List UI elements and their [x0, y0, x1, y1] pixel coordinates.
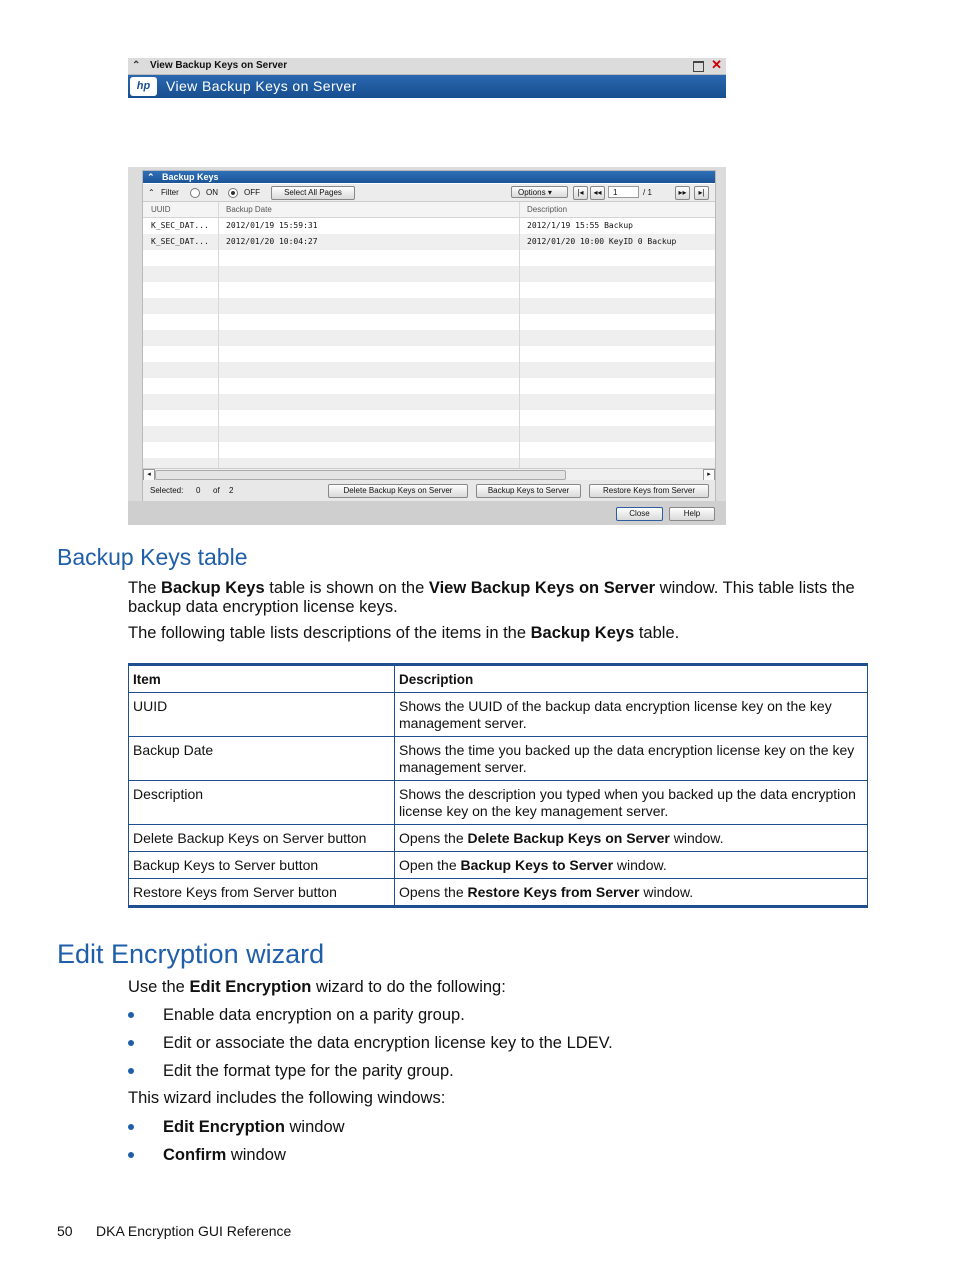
- table-row[interactable]: [143, 346, 715, 362]
- table-row: [129, 879, 868, 907]
- bold-text: View Backup Keys on Server: [428, 579, 656, 597]
- description-table: [128, 663, 868, 908]
- section-heading-backup-keys-table: Backup Keys table: [57, 544, 248, 570]
- text: Opens the: [399, 884, 468, 900]
- window-header-title: View Backup Keys on Server: [166, 78, 357, 94]
- bullet-icon: [128, 1040, 134, 1046]
- column-header-uuid[interactable]: UUID: [151, 205, 171, 214]
- bold-text: Backup Keys: [161, 579, 265, 597]
- text: table.: [634, 624, 680, 642]
- table-row: [129, 693, 868, 737]
- options-dropdown[interactable]: [511, 186, 568, 198]
- cell-uuid: K_SEC_DAT...: [151, 221, 209, 230]
- cell-description: 2012/01/20 10:00 KeyID 0 Backup: [527, 237, 677, 246]
- help-button[interactable]: Help: [669, 507, 715, 521]
- backup-keys-table-frame: [142, 170, 716, 502]
- table-row[interactable]: [143, 442, 715, 458]
- text: Shows the time you backed up the data encryption license key on the key: [399, 742, 855, 758]
- table-row[interactable]: [143, 394, 715, 410]
- window-header: [128, 75, 726, 98]
- horizontal-scrollbar[interactable]: [143, 468, 715, 480]
- table-row[interactable]: [143, 426, 715, 442]
- select-all-pages-button[interactable]: Select All Pages: [271, 186, 355, 200]
- table-row[interactable]: [143, 282, 715, 298]
- table-header-row: [129, 665, 868, 693]
- table-row[interactable]: [143, 266, 715, 282]
- filter-label: Filter: [161, 188, 179, 197]
- column-header-item: Item: [129, 665, 395, 693]
- text: Use the: [128, 978, 190, 996]
- filter-off-radio[interactable]: [228, 188, 238, 198]
- paragraph-wizard-intro: [128, 978, 506, 997]
- page-footer-title: DKA Encryption GUI Reference: [96, 1223, 292, 1239]
- text: window: [284, 1118, 345, 1136]
- text: window: [226, 1146, 286, 1164]
- table-row[interactable]: [143, 298, 715, 314]
- text: window.: [639, 884, 694, 900]
- item-cell: Backup Keys to Server button: [129, 852, 395, 879]
- scrollbar-thumb[interactable]: [155, 470, 566, 480]
- total-count: 2: [229, 486, 234, 495]
- bullet-icon: [128, 1068, 134, 1074]
- item-cell: Backup Date: [129, 737, 395, 781]
- column-divider: [519, 202, 520, 468]
- table-row: [129, 852, 868, 879]
- selected-label: Selected:: [150, 486, 184, 495]
- text: Shows the UUID of the backup data encryption license key on the key: [399, 698, 832, 714]
- cell-uuid: K_SEC_DAT...: [151, 237, 209, 246]
- chevron-down-icon: ▾: [547, 188, 552, 197]
- paragraph-windows-intro: This wizard includes the following windows:: [128, 1089, 446, 1107]
- text: backup data encryption license keys.: [128, 598, 398, 616]
- paragraph-table-intro: [128, 624, 679, 643]
- text: Opens the: [399, 830, 468, 846]
- column-header-description: Description: [395, 665, 868, 693]
- first-page-button[interactable]: |◂: [573, 186, 588, 200]
- bold-text: Edit Encryption: [163, 1118, 285, 1136]
- table-row[interactable]: [143, 362, 715, 378]
- close-button[interactable]: Close: [616, 507, 663, 521]
- cell-backup-date: 2012/01/19 15:59:31: [226, 221, 318, 230]
- list-item-text: Edit or associate the data encryption license key to the LDEV.: [163, 1034, 613, 1052]
- close-icon[interactable]: ✕: [711, 57, 722, 72]
- description-cell: [395, 693, 868, 737]
- list-item-text: Enable data encryption on a parity group.: [163, 1006, 465, 1024]
- bold-text: Restore Keys from Server: [467, 884, 640, 900]
- table-row: [129, 825, 868, 852]
- text: window.: [613, 857, 667, 873]
- table-row[interactable]: [143, 330, 715, 346]
- page-number: 50: [57, 1223, 73, 1239]
- filter-on-label: ON: [206, 188, 218, 197]
- list-item-text: [163, 1118, 345, 1137]
- description-cell: [395, 825, 868, 852]
- description-cell: [395, 852, 868, 879]
- grid-header-row: [143, 202, 715, 218]
- column-header-backup-date[interactable]: Backup Date: [226, 205, 272, 214]
- item-cell: Delete Backup Keys on Server button: [129, 825, 395, 852]
- text: Open the: [399, 857, 461, 873]
- page-total: / 1: [643, 188, 652, 197]
- text: table is shown on the: [264, 579, 429, 597]
- text: license key on the key management server.: [399, 803, 669, 819]
- table-row[interactable]: [143, 314, 715, 330]
- of-label: of: [213, 486, 220, 495]
- status-bar: [143, 480, 715, 501]
- window-footer: [128, 501, 726, 525]
- filter-off-label: OFF: [244, 188, 260, 197]
- filter-on-radio[interactable]: [190, 188, 200, 198]
- item-cell: UUID: [129, 693, 395, 737]
- text: Shows the description you typed when you backed up the data encryption: [399, 786, 856, 802]
- bold-text: Backup Keys to Server: [460, 857, 614, 873]
- text: The following table lists descriptions of the items in the: [128, 624, 531, 642]
- description-cell: [395, 879, 868, 907]
- text: window.: [669, 830, 724, 846]
- bold-text: Edit Encryption: [189, 978, 312, 996]
- backup-keys-to-server-button[interactable]: Backup Keys to Server: [476, 484, 581, 498]
- options-label: Options: [518, 188, 546, 197]
- table-row[interactable]: [143, 234, 715, 250]
- list-item-text: Edit the format type for the parity group.: [163, 1062, 454, 1080]
- hp-logo: hp: [130, 77, 157, 96]
- text: The: [128, 579, 162, 597]
- backup-keys-header: [143, 171, 715, 183]
- cell-backup-date: 2012/01/20 10:04:27: [226, 237, 318, 246]
- table-row[interactable]: [143, 378, 715, 394]
- paragraph-intro: [128, 579, 868, 617]
- scroll-right-icon[interactable]: ▸: [703, 469, 715, 481]
- bold-text: Confirm: [163, 1146, 227, 1164]
- table-row[interactable]: [143, 250, 715, 266]
- item-cell: Restore Keys from Server button: [129, 879, 395, 907]
- filter-bar: [143, 184, 715, 202]
- bullet-icon: [128, 1012, 134, 1018]
- table-row[interactable]: [143, 218, 715, 234]
- table-row: [129, 737, 868, 781]
- prev-page-button[interactable]: ◂◂: [590, 186, 605, 200]
- backup-keys-title: Backup Keys: [162, 172, 219, 182]
- item-cell: Description: [129, 781, 395, 825]
- bullet-icon: [128, 1124, 134, 1130]
- text: management server.: [399, 759, 527, 775]
- delete-backup-keys-button[interactable]: Delete Backup Keys on Server: [328, 484, 468, 498]
- list-item-text: [163, 1146, 286, 1165]
- backup-keys-panel: [128, 167, 726, 525]
- description-cell: [395, 781, 868, 825]
- text: wizard to do the following:: [311, 978, 506, 996]
- last-page-button[interactable]: ▸|: [694, 186, 709, 200]
- text: window. This table lists the: [655, 579, 855, 597]
- column-header-description[interactable]: Description: [527, 205, 568, 214]
- cell-description: 2012/1/19 15:55 Backup: [527, 221, 633, 230]
- window-titlebar-text: View Backup Keys on Server: [150, 60, 288, 71]
- bold-text: Delete Backup Keys on Server: [467, 830, 670, 846]
- table-row: [129, 781, 868, 825]
- collapse-icon[interactable]: ⌃: [132, 60, 141, 71]
- text: management server.: [399, 715, 527, 731]
- page-number-input[interactable]: 1: [608, 186, 639, 198]
- section-heading-edit-encryption-wizard: Edit Encryption wizard: [57, 939, 325, 969]
- selected-count: 0: [196, 486, 201, 495]
- column-divider: [218, 202, 219, 468]
- bullet-icon: [128, 1152, 134, 1158]
- table-row[interactable]: [143, 410, 715, 426]
- filter-collapse-icon[interactable]: ⌃: [148, 188, 155, 197]
- collapse-icon[interactable]: ⌃: [147, 172, 155, 182]
- description-cell: [395, 737, 868, 781]
- next-page-button[interactable]: ▸▸: [675, 186, 690, 200]
- bold-text: Backup Keys: [530, 624, 635, 642]
- maximize-icon[interactable]: [693, 61, 704, 72]
- restore-keys-button[interactable]: Restore Keys from Server: [589, 484, 709, 498]
- window-titlebar: [128, 58, 726, 75]
- scroll-left-icon[interactable]: ◂: [143, 469, 155, 481]
